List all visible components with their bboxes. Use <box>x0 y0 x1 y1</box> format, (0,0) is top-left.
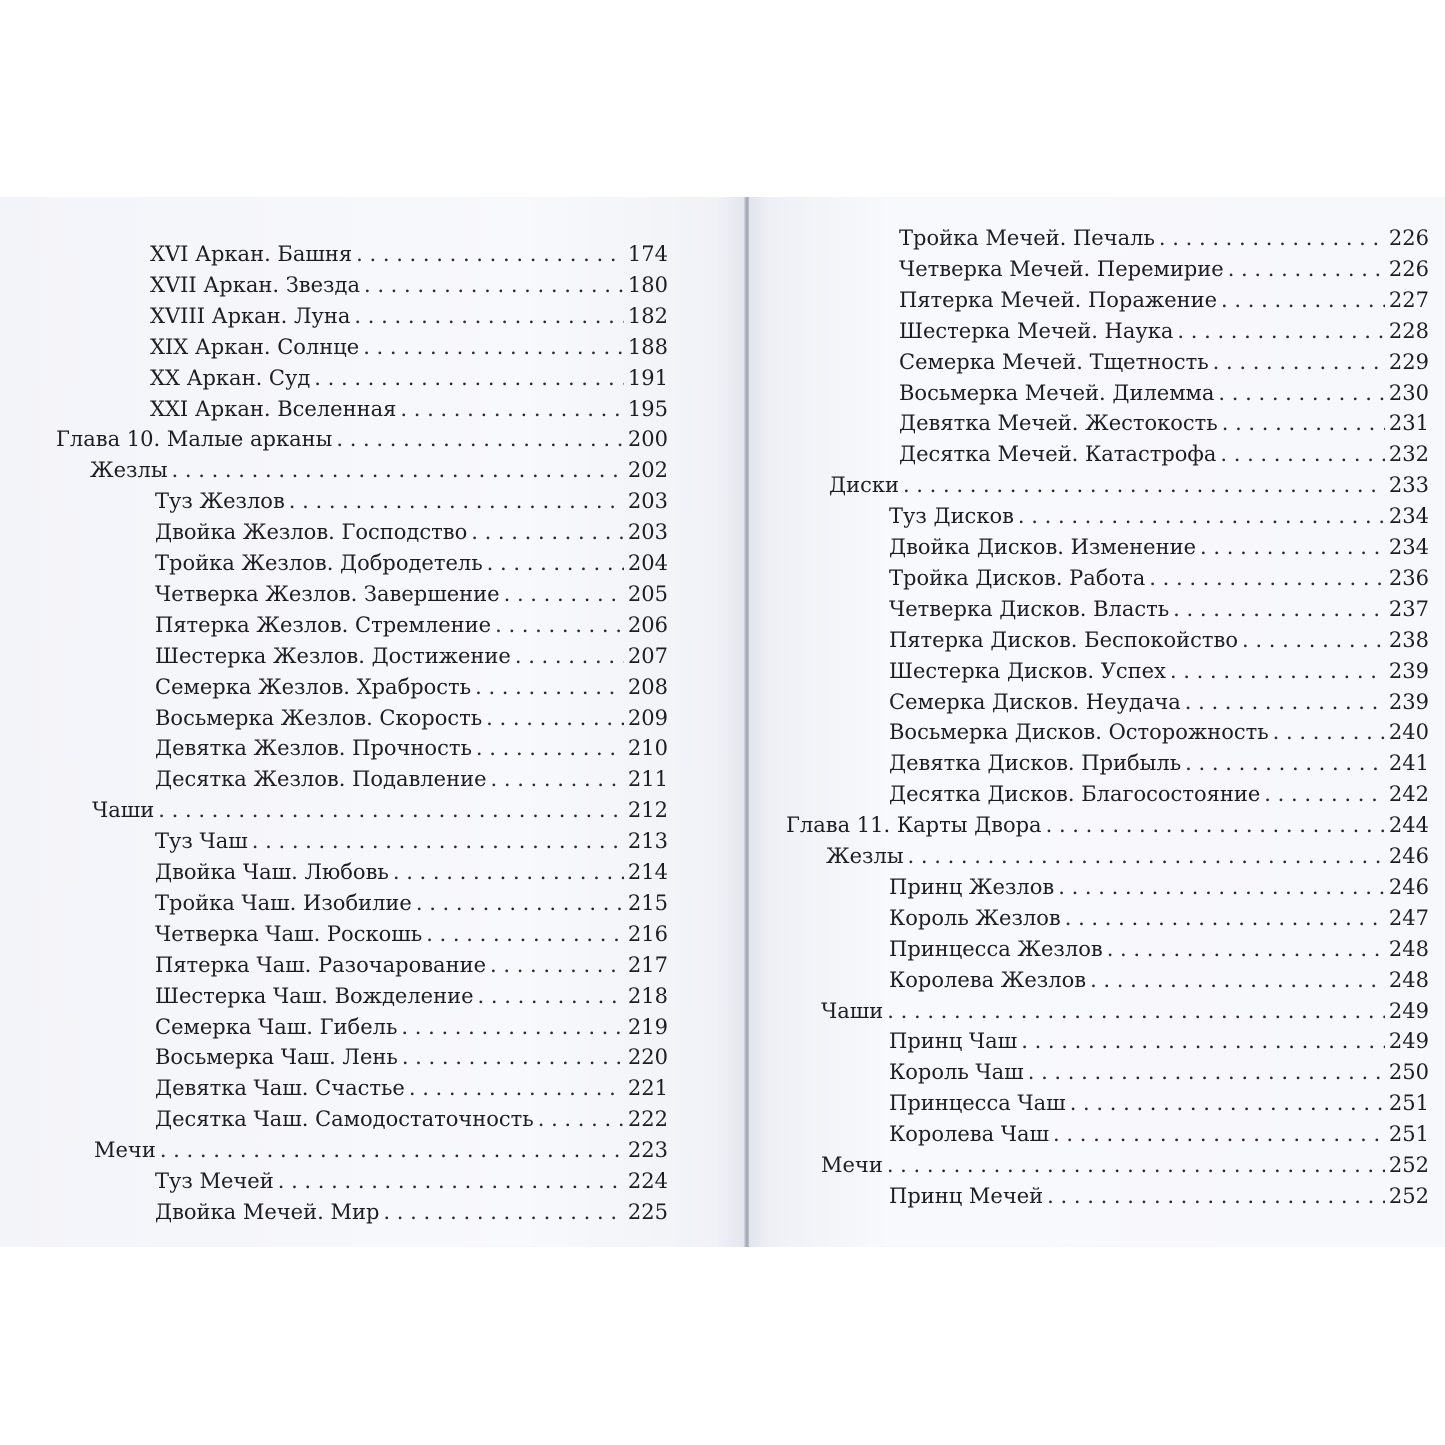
dot-leader <box>1053 1122 1385 1146</box>
dot-leader <box>486 706 624 730</box>
toc-entry-title: Королева Жезлов <box>889 967 1087 992</box>
dot-leader <box>908 844 1385 868</box>
toc-page-number: 205 <box>627 581 668 606</box>
toc-page-number: 214 <box>627 860 668 884</box>
toc-entry[interactable] <box>889 906 1429 936</box>
toc-entry-title: Девятка Мечей. Жестокость <box>899 411 1218 436</box>
toc-entry-title: Жезлы <box>90 458 168 483</box>
toc-entry[interactable] <box>150 335 668 365</box>
dot-leader <box>1177 319 1385 343</box>
toc-entry-title: Глава 10. Малые арканы <box>56 427 333 452</box>
toc-entry-title: XVIII Аркан. Луна <box>150 303 351 328</box>
toc-page-number: 216 <box>627 921 668 946</box>
dot-leader <box>1070 1091 1385 1115</box>
dot-leader <box>476 736 624 760</box>
toc-page-number: 227 <box>1388 287 1429 312</box>
toc-page-number: 247 <box>1388 905 1429 930</box>
dot-leader <box>1173 597 1385 621</box>
toc-entry-title: XXI Аркан. Вселенная <box>150 396 397 421</box>
toc-entry[interactable] <box>889 566 1429 596</box>
dot-leader <box>515 644 624 668</box>
dot-leader <box>887 1153 1385 1177</box>
toc-page-number: 191 <box>627 365 668 390</box>
toc-entry-title: XX Аркан. Суд <box>150 365 311 390</box>
toc-entry-title: Пятерка Мечей. Поражение <box>899 287 1218 312</box>
toc-entry-title: Восьмерка Жезлов. Скорость <box>155 705 483 730</box>
toc-entry[interactable] <box>155 1045 668 1075</box>
toc-entry[interactable] <box>150 304 668 334</box>
toc-entry-title: Глава 11. Карты Двора <box>786 813 1042 838</box>
toc-entry[interactable] <box>155 613 668 643</box>
dot-leader <box>471 520 624 544</box>
toc-entry-title: Тройка Жезлов. Добродетель <box>155 551 483 575</box>
toc-entry-title: Семерка Чаш. Гибель <box>155 1014 398 1039</box>
toc-page-number: 224 <box>627 1169 668 1193</box>
toc-entry-title: Четверка Дисков. Власть <box>889 596 1170 621</box>
toc-page-number: 226 <box>1388 256 1429 281</box>
dot-leader <box>289 489 624 513</box>
toc-entry-title: Двойка Чаш. Любовь <box>155 860 389 884</box>
toc-entry[interactable] <box>899 350 1429 380</box>
dot-leader <box>1220 442 1385 466</box>
toc-page-number: 180 <box>627 272 668 297</box>
toc-entry[interactable] <box>889 1060 1429 1090</box>
toc-page-number: 252 <box>1388 1153 1429 1177</box>
dot-leader <box>409 1076 624 1100</box>
toc-page-number: 236 <box>1388 565 1429 590</box>
dot-leader <box>160 1138 624 1162</box>
toc-page-number: 248 <box>1388 967 1429 992</box>
toc-entry-title: Принц Чаш <box>889 1029 1018 1054</box>
dot-leader <box>336 427 624 451</box>
toc-entry-title: Пятерка Жезлов. Стремление <box>155 612 492 637</box>
toc-page-number: 217 <box>627 952 668 977</box>
toc-entry-title: XVI Аркан. Башня <box>150 242 353 266</box>
toc-entry-title: Король Жезлов <box>889 905 1061 930</box>
dot-leader <box>1018 504 1385 528</box>
toc-page-number: 246 <box>1388 874 1429 899</box>
toc-entry-title: Десятка Мечей. Катастрофа <box>899 442 1217 467</box>
toc-entry-title: Жезлы <box>826 844 904 868</box>
toc-entry[interactable] <box>94 1138 668 1168</box>
toc-page-number: 225 <box>627 1199 668 1224</box>
toc-page-number: 244 <box>1388 813 1429 838</box>
dot-leader <box>278 1169 624 1193</box>
toc-page-number: 231 <box>1388 411 1429 436</box>
toc-entry[interactable] <box>889 504 1429 534</box>
toc-page-number: 200 <box>627 427 668 452</box>
toc-entry-title: Десятка Чаш. Самодостаточность <box>155 1107 534 1132</box>
toc-page-number: 206 <box>627 612 668 637</box>
dot-leader <box>400 397 624 421</box>
dot-leader <box>172 458 624 482</box>
toc-page-number: 252 <box>1388 1183 1429 1208</box>
toc-entry-title: Принц Мечей <box>889 1183 1044 1208</box>
dot-leader <box>1185 751 1385 775</box>
toc-entry-title: Пятерка Чаш. Разочарование <box>155 952 486 977</box>
toc-page-number: 239 <box>1388 658 1429 683</box>
toc-page-number: 248 <box>1388 936 1429 961</box>
toc-entry-title: Двойка Дисков. Изменение <box>889 535 1197 559</box>
dot-leader <box>1047 1184 1385 1208</box>
toc-entry-title: XVII Аркан. Звезда <box>150 272 360 297</box>
dot-leader <box>1228 257 1385 281</box>
toc-page-number: 238 <box>1388 627 1429 652</box>
toc-page-number: 195 <box>627 396 668 421</box>
dot-leader <box>1058 875 1385 899</box>
toc-page-number: 212 <box>627 798 668 823</box>
dot-leader <box>356 242 624 266</box>
left-page <box>0 197 745 1247</box>
dot-leader <box>490 953 624 977</box>
toc-page-number: 250 <box>1388 1060 1429 1085</box>
toc-page-number: 188 <box>627 334 668 359</box>
toc-page-number: 239 <box>1388 689 1429 714</box>
toc-page-number: 233 <box>1388 473 1429 498</box>
toc-entry[interactable] <box>150 273 668 303</box>
dot-leader <box>1028 1060 1385 1084</box>
toc-page-number: 229 <box>1388 349 1429 374</box>
toc-entry-title: Шестерка Мечей. Наука <box>899 318 1174 343</box>
toc-entry-title: Семерка Дисков. Неудача <box>889 689 1181 714</box>
dot-leader <box>1218 381 1384 405</box>
dot-leader <box>1264 782 1385 806</box>
toc-entry-title: Принцесса Жезлов <box>889 936 1103 961</box>
toc-page-number: 232 <box>1388 442 1429 467</box>
dot-leader <box>364 273 624 297</box>
toc-entry[interactable] <box>56 427 668 457</box>
dot-leader <box>383 1200 624 1224</box>
toc-entry[interactable] <box>889 968 1429 998</box>
toc-page-number: 237 <box>1388 596 1429 621</box>
toc-page-number: 220 <box>627 1045 668 1070</box>
toc-page-number: 208 <box>627 674 668 699</box>
dot-leader <box>393 860 624 884</box>
dot-leader <box>1170 659 1385 683</box>
toc-entry[interactable] <box>155 736 668 766</box>
toc-entry[interactable] <box>155 922 668 952</box>
toc-entry-title: Диски <box>829 473 899 498</box>
toc-page-number: 242 <box>1388 782 1429 807</box>
toc-page-number: 251 <box>1388 1122 1429 1147</box>
toc-entry[interactable] <box>889 1184 1429 1214</box>
toc-entry-title: Королева Чаш <box>889 1122 1050 1147</box>
toc-entry-title: Восьмерка Чаш. Лень <box>155 1045 398 1070</box>
toc-entry[interactable] <box>889 937 1429 967</box>
toc-page-number: 221 <box>627 1076 668 1101</box>
toc-entry-title: Девятка Жезлов. Прочность <box>155 736 472 761</box>
toc-page-number: 215 <box>627 890 668 915</box>
toc-page-number: 213 <box>627 829 668 854</box>
toc-page-number: 219 <box>627 1014 668 1039</box>
toc-entry[interactable] <box>889 628 1429 658</box>
toc-entry[interactable] <box>155 706 668 736</box>
toc-page-number: 203 <box>627 520 668 545</box>
toc-entry-title: Четверка Мечей. Перемирие <box>899 256 1224 281</box>
dot-leader <box>1065 906 1385 930</box>
toc-entry[interactable] <box>155 829 668 859</box>
toc-entry[interactable] <box>889 1091 1429 1121</box>
toc-page-number: 204 <box>627 551 668 575</box>
toc-entry[interactable] <box>155 1107 668 1137</box>
toc-entry-title: Мечи <box>94 1138 156 1163</box>
toc-entry-title: Шестерка Жезлов. Достижение <box>155 643 511 668</box>
dot-leader <box>1149 566 1385 590</box>
dot-leader <box>1200 535 1385 559</box>
toc-entry-title: Тройка Чаш. Изобилие <box>155 890 412 915</box>
dot-leader <box>887 999 1385 1023</box>
toc-page-number: 241 <box>1388 751 1429 776</box>
toc-page-number: 251 <box>1388 1091 1429 1116</box>
toc-entry-title: Девятка Чаш. Счастье <box>155 1076 405 1101</box>
toc-entry-title: Двойка Жезлов. Господство <box>155 520 468 545</box>
dot-leader <box>1159 226 1385 250</box>
toc-page-number: 240 <box>1388 720 1429 745</box>
toc-entry-title: Восьмерка Дисков. Осторожность <box>889 720 1269 745</box>
toc-entry[interactable] <box>155 489 668 519</box>
toc-entry-title: Десятка Жезлов. Подавление <box>155 767 487 792</box>
toc-entry-title: Восьмерка Мечей. Дилемма <box>899 380 1215 405</box>
toc-entry-title: Шестерка Дисков. Успех <box>889 658 1166 683</box>
toc-entry[interactable] <box>155 767 668 797</box>
toc-page-number: 234 <box>1388 504 1429 529</box>
toc-entry[interactable] <box>155 582 668 612</box>
dot-leader <box>504 582 624 606</box>
toc-entry[interactable] <box>889 597 1429 627</box>
toc-entry-title: Тройка Дисков. Работа <box>889 565 1146 590</box>
toc-entry[interactable] <box>889 875 1429 905</box>
toc-entry[interactable] <box>155 1200 668 1230</box>
toc-entry[interactable] <box>899 319 1429 349</box>
toc-entry[interactable] <box>899 288 1429 318</box>
toc-entry-title: XIX Аркан. Солнце <box>150 334 360 359</box>
toc-page-number: 209 <box>627 705 668 730</box>
toc-page-number: 211 <box>627 767 668 792</box>
dot-leader <box>491 767 624 791</box>
toc-entry-title: Четверка Чаш. Роскошь <box>155 921 423 946</box>
toc-entry[interactable] <box>889 1029 1429 1059</box>
toc-entry[interactable] <box>155 644 668 674</box>
toc-entry[interactable] <box>826 844 1429 874</box>
toc-entry-title: Семерка Мечей. Тщетность <box>899 349 1209 374</box>
toc-page-number: 226 <box>1388 226 1429 250</box>
dot-leader <box>475 675 624 699</box>
toc-page-number: 210 <box>627 736 668 761</box>
dot-leader <box>426 922 624 946</box>
toc-entry-title: Четверка Жезлов. Завершение <box>155 581 500 606</box>
toc-entry-title: Туз Чаш <box>155 829 248 854</box>
dot-leader <box>416 891 624 915</box>
dot-leader <box>1213 350 1385 374</box>
dot-leader <box>158 798 624 822</box>
toc-page-number: 228 <box>1388 318 1429 343</box>
toc-entry-title: Чаши <box>821 998 884 1023</box>
toc-entry[interactable] <box>889 690 1429 720</box>
toc-entry[interactable] <box>155 860 668 890</box>
toc-entry[interactable] <box>150 242 668 272</box>
toc-entry-title: Чаши <box>92 798 155 823</box>
dot-leader <box>354 304 623 328</box>
toc-entry[interactable] <box>155 551 668 581</box>
toc-entry[interactable] <box>821 1153 1429 1183</box>
toc-entry[interactable] <box>889 720 1429 750</box>
toc-entry-title: Мечи <box>821 1153 883 1177</box>
dot-leader <box>478 984 624 1008</box>
toc-entry[interactable] <box>90 458 668 488</box>
dot-leader <box>1046 813 1385 837</box>
dot-leader <box>1185 690 1385 714</box>
toc-entry-title: Туз Дисков <box>889 504 1014 529</box>
dot-leader <box>495 613 624 637</box>
toc-entry[interactable] <box>821 999 1429 1029</box>
toc-entry-title: Десятка Дисков. Благосостояние <box>889 782 1261 807</box>
dot-leader <box>401 1015 624 1039</box>
toc-page-number: 249 <box>1388 1029 1429 1054</box>
dot-leader <box>1222 411 1385 435</box>
toc-page-number: 207 <box>627 643 668 668</box>
toc-entry[interactable] <box>155 1015 668 1045</box>
toc-entry[interactable] <box>150 366 668 396</box>
toc-entry[interactable] <box>899 257 1429 287</box>
toc-page-number: 223 <box>627 1138 668 1163</box>
toc-entry-title: Тройка Мечей. Печаль <box>899 226 1155 250</box>
toc-entry-title: Король Чаш <box>889 1060 1024 1085</box>
toc-entry[interactable] <box>889 659 1429 689</box>
toc-page-number: 234 <box>1388 535 1429 559</box>
toc-entry[interactable] <box>150 397 668 427</box>
toc-page-number: 246 <box>1388 844 1429 868</box>
toc-entry[interactable] <box>155 984 668 1014</box>
toc-entry-title: Туз Мечей <box>155 1169 274 1193</box>
right-toc-list <box>749 197 1445 1247</box>
dot-leader <box>1090 968 1385 992</box>
toc-page-number: 202 <box>627 458 668 483</box>
left-toc-list <box>0 197 745 1247</box>
toc-entry[interactable] <box>786 813 1429 843</box>
toc-entry-title: Шестерка Чаш. Вожделение <box>155 983 474 1008</box>
dot-leader <box>402 1045 624 1069</box>
toc-page-number: 203 <box>627 489 668 514</box>
toc-entry-title: Пятерка Дисков. Беспокойство <box>889 627 1239 652</box>
toc-entry[interactable] <box>899 381 1429 411</box>
toc-entry[interactable] <box>889 1122 1429 1152</box>
toc-entry[interactable] <box>155 675 668 705</box>
toc-entry[interactable] <box>899 226 1429 256</box>
toc-page-number: 174 <box>627 242 668 266</box>
dot-leader <box>1273 720 1385 744</box>
dot-leader <box>314 366 624 390</box>
dot-leader <box>363 335 624 359</box>
dot-leader <box>1021 1029 1385 1053</box>
toc-page-number: 222 <box>627 1107 668 1132</box>
dot-leader <box>1107 937 1385 961</box>
toc-entry[interactable] <box>889 751 1429 781</box>
toc-entry[interactable] <box>889 782 1429 812</box>
toc-entry[interactable] <box>92 798 668 828</box>
toc-entry[interactable] <box>155 1076 668 1106</box>
toc-entry-title: Семерка Жезлов. Храбрость <box>155 674 472 699</box>
dot-leader <box>1242 628 1385 652</box>
toc-entry-title: Принцесса Чаш <box>889 1091 1066 1116</box>
book-spread <box>0 197 1445 1247</box>
toc-page-number: 249 <box>1388 998 1429 1023</box>
toc-entry-title: Принц Жезлов <box>889 874 1055 899</box>
toc-page-number: 182 <box>627 303 668 328</box>
toc-entry-title: Девятка Дисков. Прибыль <box>889 751 1182 776</box>
toc-page-number: 230 <box>1388 380 1429 405</box>
toc-entry-title: Двойка Мечей. Мир <box>155 1199 380 1224</box>
toc-entry[interactable] <box>829 473 1429 503</box>
toc-page-number: 218 <box>627 983 668 1008</box>
toc-entry[interactable] <box>899 442 1429 472</box>
dot-leader <box>903 473 1385 497</box>
toc-entry-title: Туз Жезлов <box>155 489 285 514</box>
dot-leader <box>1221 288 1385 312</box>
toc-entry[interactable] <box>155 1169 668 1199</box>
toc-entry[interactable] <box>155 520 668 550</box>
toc-entry[interactable] <box>899 411 1429 441</box>
dot-leader <box>252 829 624 853</box>
dot-leader <box>487 551 624 575</box>
toc-entry[interactable] <box>155 891 668 921</box>
toc-entry[interactable] <box>889 535 1429 565</box>
toc-entry[interactable] <box>155 953 668 983</box>
dot-leader <box>538 1107 624 1131</box>
right-page <box>749 197 1445 1247</box>
